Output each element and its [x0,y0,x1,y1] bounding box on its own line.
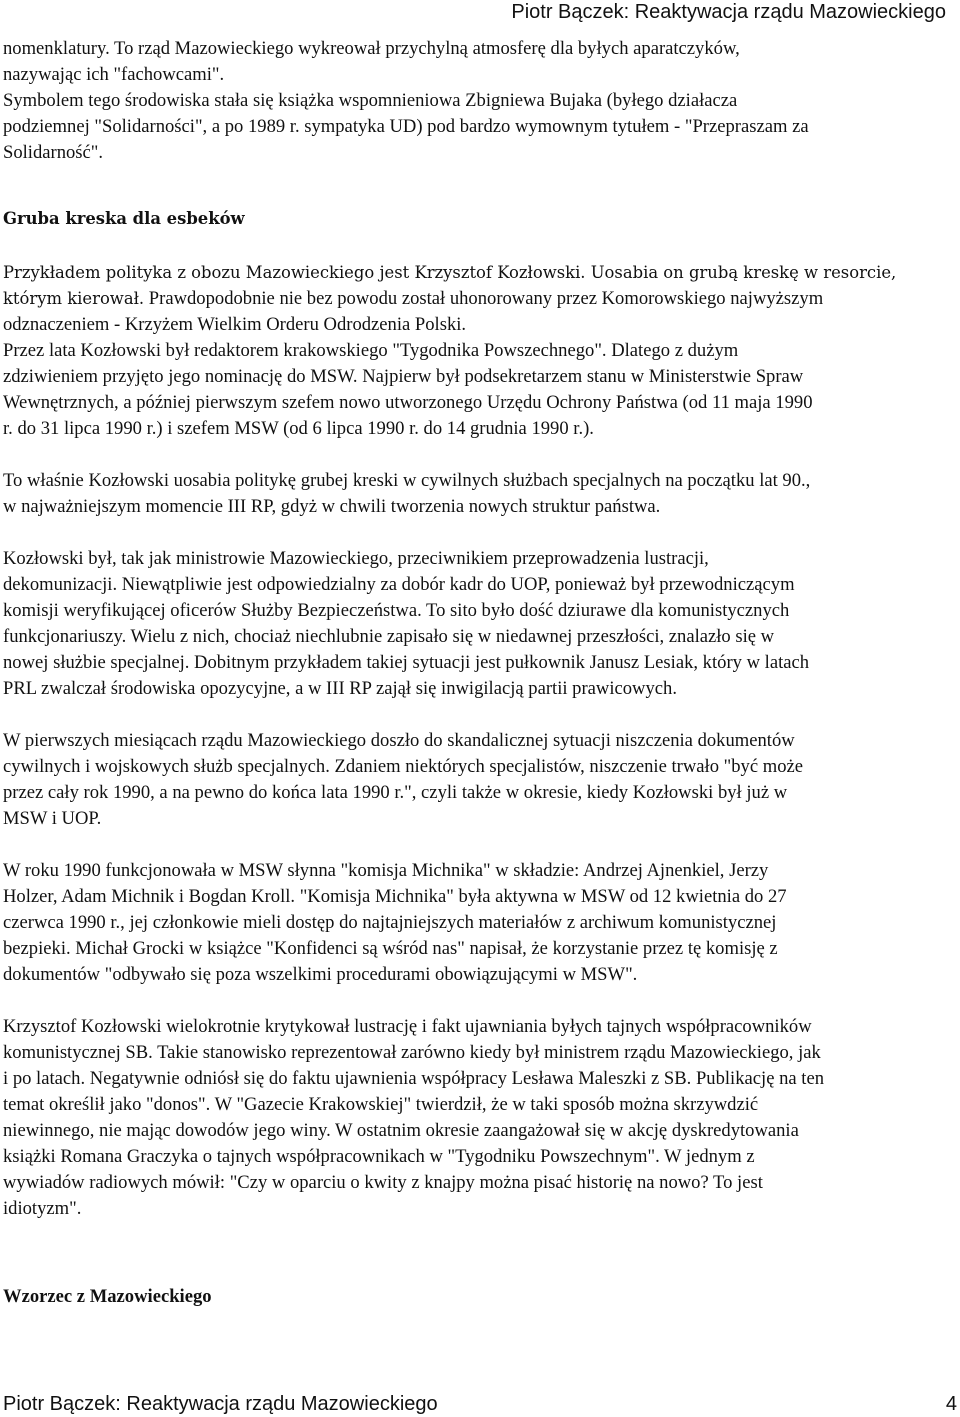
text-line: wywiadów radiowych mówił: "Czy w oparciu o kwity z knajpy można pisać historię na nowo? To jest [3,1172,763,1193]
text-line: bezpieki. Michał Grocki w książce "Konfidenci są wśród nas" napisał, że korzystanie przez tę komisję z [3,938,778,959]
text-line: Solidarność". [3,142,104,163]
section-heading-wzorzec: Wzorzec z Mazowieckiego [3,1286,212,1307]
text-line: komisji weryfikującej oficerów Służby Bezpieczeństwa. To sito było dość dziurawe dla komunistycznych [3,600,790,621]
text-line: komunistycznej SB. Takie stanowisko reprezentował zarówno kiedy był ministrem rządu Mazowieckiego, jak [3,1042,821,1063]
page-footer [3,1392,957,1416]
text-line: niewinnego, nie mając dowodów jego winy. W ostatnim okresie zaangażował się w akcję dyskredytowania [3,1120,799,1141]
text-line: Holzer, Adam Michnik i Bogdan Kroll. "Komisja Michnika" była aktywna w MSW od 12 kwietnia do 27 [3,886,787,907]
text-line: odznaczeniem - Krzyżem Wielkim Orderu Odrodzenia Polski. [3,314,467,335]
text-line [3,364,955,390]
text-line: To właśnie Kozłowski uosabia politykę grubej kreski w cywilnych służbach specjalnych na początku lat 90., [3,470,811,491]
text-line: temat określił jako "donos". W "Gazecie Krakowskiej" twierdził, że w taki sposób można skrzywdzić [3,1094,759,1115]
text-line: Przez lata Kozłowski był redaktorem krakowskiego "Tygodnika Powszechnego". Dlatego z dużym [3,340,739,361]
text-line: MSW i UOP. [3,808,102,829]
text-line: Przykładem polityka z obozu Mazowieckiego jest Krzysztof Kozłowski. Uosabia on grubą kreskę w resorcie, [3,263,897,282]
text-span: Najpierw był podsekretarzem stanu w Ministerstwie Spraw [357,366,804,387]
page-number: 4 [945,1393,957,1415]
text-line: nazywając ich "fachowcami". [3,64,225,85]
text-line: nomenklatury. To rząd Mazowieckiego wykreował przychylną atmosferę dla byłych aparatczyków, [3,38,740,59]
text-span: Prawdopodobnie nie bez powodu został uhonorowany przez Komorowskiego najwyższym [144,288,824,309]
text-line: funkcjonariuszy. Wielu z nich, chociaż niechlubnie zapisało się w niedawnej przeszłości, znalazło się w [3,626,775,647]
article-body [3,36,955,1310]
text-line: PRL zwalczał środowiska opozycyjne, a w III RP zajął się inwigilacją partii prawicowych. [3,678,677,699]
text-line: r. do 31 lipca 1990 r.) i szefem MSW (od 6 lipca 1990 r. do 14 grudnia 1990 r.). [3,418,594,439]
text-line: cywilnych i wojskowych służb specjalnych. Zdaniem niektórych specjalistów, niszczenie trwało "być może [3,756,803,777]
text-line: dekomunizacji. Niewątpliwie jest odpowiedzialny za dobór kadr do UOP, ponieważ był przewodniczącym [3,574,795,595]
text-line [3,286,955,312]
text-line: idiotyzm". [3,1198,82,1219]
text-line: Krzysztof Kozłowski wielokrotnie krytykował lustrację i fakt ujawniania byłych tajnych współpracowników [3,1016,812,1037]
text-line: książki Romana Graczyka o tajnych współpracownikach w "Tygodniku Powszechnym". W jednym z [3,1146,755,1167]
footer-title: Piotr Bączek: Reaktywacja rządu Mazowieckiego [3,1393,438,1415]
text-span: zdziwieniem przyjęto jego nominację do MSW. [3,366,358,387]
text-span: którym kierował. [3,289,145,308]
text-line: czerwca 1990 r., jej członkowie mieli dostęp do najtajniejszych materiałów z archiwum komunistycznej [3,912,777,933]
text-line: i po latach. Negatywnie odniósł się do faktu ujawnienia współpracy Lesława Maleszki z SB. Publikację na ten [3,1068,825,1089]
running-header: Piotr Bączek: Reaktywacja rządu Mazowieckiego [511,1,946,23]
text-line: w najważniejszym momencie III RP, gdyż w chwili tworzenia nowych struktur państwa. [3,496,661,517]
text-line: Symbolem tego środowiska stała się książka wspomnieniowa Zbigniewa Bujaka (byłego działacza [3,90,738,111]
text-line: dokumentów "odbywało się poza wszelkimi procedurami obowiązującymi w MSW". [3,964,638,985]
text-line: nowej służbie specjalnej. Dobitnym przykładem takiej sytuacji jest pułkownik Janusz Lesiak, który w latach [3,652,810,673]
text-line: W roku 1990 funkcjonowała w MSW słynna "komisja Michnika" w składzie: Andrzej Ajnenkiel, Jerzy [3,860,769,881]
text-line: podziemnej "Solidarności", a po 1989 r. sympatyka UD) pod bardzo wymownym tytułem - "Przepraszam za [3,116,809,137]
section-heading-gruba-kreska: Gruba kreska dla esbeków [3,209,245,228]
text-line: W pierwszych miesiącach rządu Mazowieckiego doszło do skandalicznej sytuacji niszczenia dokumentów [3,730,795,751]
text-line: Kozłowski był, tak jak ministrowie Mazowieckiego, przeciwnikiem przeprowadzenia lustracji, [3,548,709,569]
text-line: Wewnętrznych, a później pierwszym szefem nowo utworzonego Urzędu Ochrony Państwa (od 11 maja 1990 [3,392,813,413]
text-line: przez cały rok 1990, a na pewno do końca lata 1990 r.", czyli także w okresie, kiedy Kozłowski był już w [3,782,788,803]
